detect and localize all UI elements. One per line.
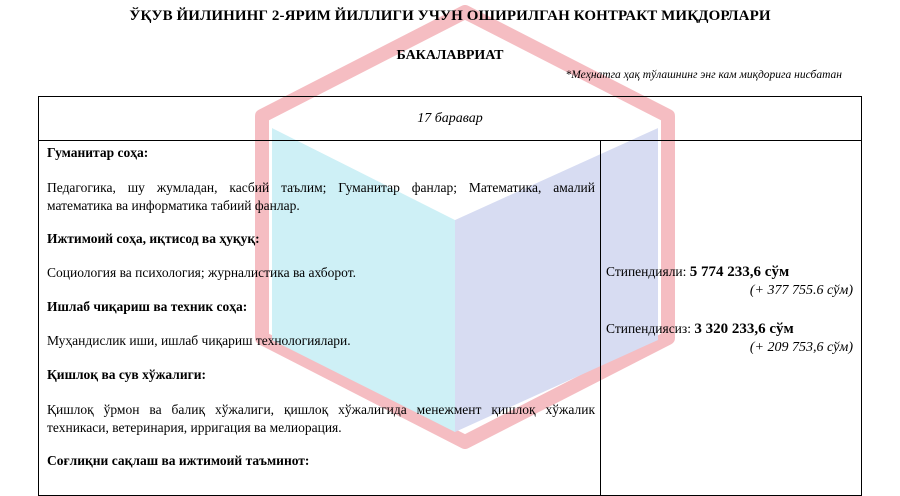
section-title-health: Соғлиқни сақлаш ва ижтимоий таъминот: — [47, 453, 310, 468]
section-title-social: Ижтимоий соҳа, иқтисод ва ҳуқуқ: — [47, 231, 260, 246]
price-with-stipend-diff: (+ 377 755.6 сўм) — [749, 283, 853, 298]
section-text-agriculture: Қишлоқ ўрмон ва балиқ хўжалиги, қишлоқ хўжалигида менежмент қишлоқ хўжалик техникаси, ветеринария, ирригация ва мелиорация. — [47, 402, 595, 435]
fields-column — [39, 141, 601, 495]
document-note: *Меҳнатга ҳақ тўлашнинг энг кам миқдорига нисбатан — [565, 69, 842, 81]
section-title-agriculture: Қишлоқ ва сув хўжалиги: — [47, 367, 207, 382]
prices-column — [601, 141, 861, 495]
price-without-stipend-amount: 3 320 233,6 сўм — [694, 321, 794, 337]
contract-table — [38, 96, 862, 496]
price-with-stipend — [606, 264, 789, 281]
table-header-label: 17 баравар — [417, 110, 483, 126]
section-text-social: Социология ва психология; журналистика ва ахборот. — [47, 265, 356, 280]
price-without-stipend — [606, 321, 794, 338]
section-title-technical: Ишлаб чиқариш ва техник соҳа: — [47, 299, 248, 314]
table-body — [39, 141, 861, 495]
document-subtitle: БАКАЛАВРИАТ — [396, 48, 504, 63]
price-without-stipend-diff: (+ 209 753,6 сўм) — [749, 340, 853, 355]
price-with-stipend-amount: 5 774 233,6 сўм — [689, 264, 790, 280]
section-text-humanities: Педагогика, шу жумладан, касбий таълим; Гуманитар фанлар; Математика, амалий математика ва информатика табиий фанлар. — [47, 180, 595, 213]
section-text-technical: Муҳандислик иши, ишлаб чиқариш технологиялари. — [47, 333, 351, 348]
document-title: ЎҚУВ ЙИЛИНИНГ 2-ЯРИМ ЙИЛЛИГИ УЧУН ОШИРИЛГАН КОНТРАКТ МИҚДОРЛАРИ — [129, 8, 771, 24]
table-header — [39, 97, 861, 141]
price-with-stipend-label: Стипендияли: — [606, 264, 687, 279]
price-without-stipend-label: Стипендиясиз: — [606, 321, 691, 336]
section-title-humanities: Гуманитар соҳа: — [47, 145, 149, 160]
